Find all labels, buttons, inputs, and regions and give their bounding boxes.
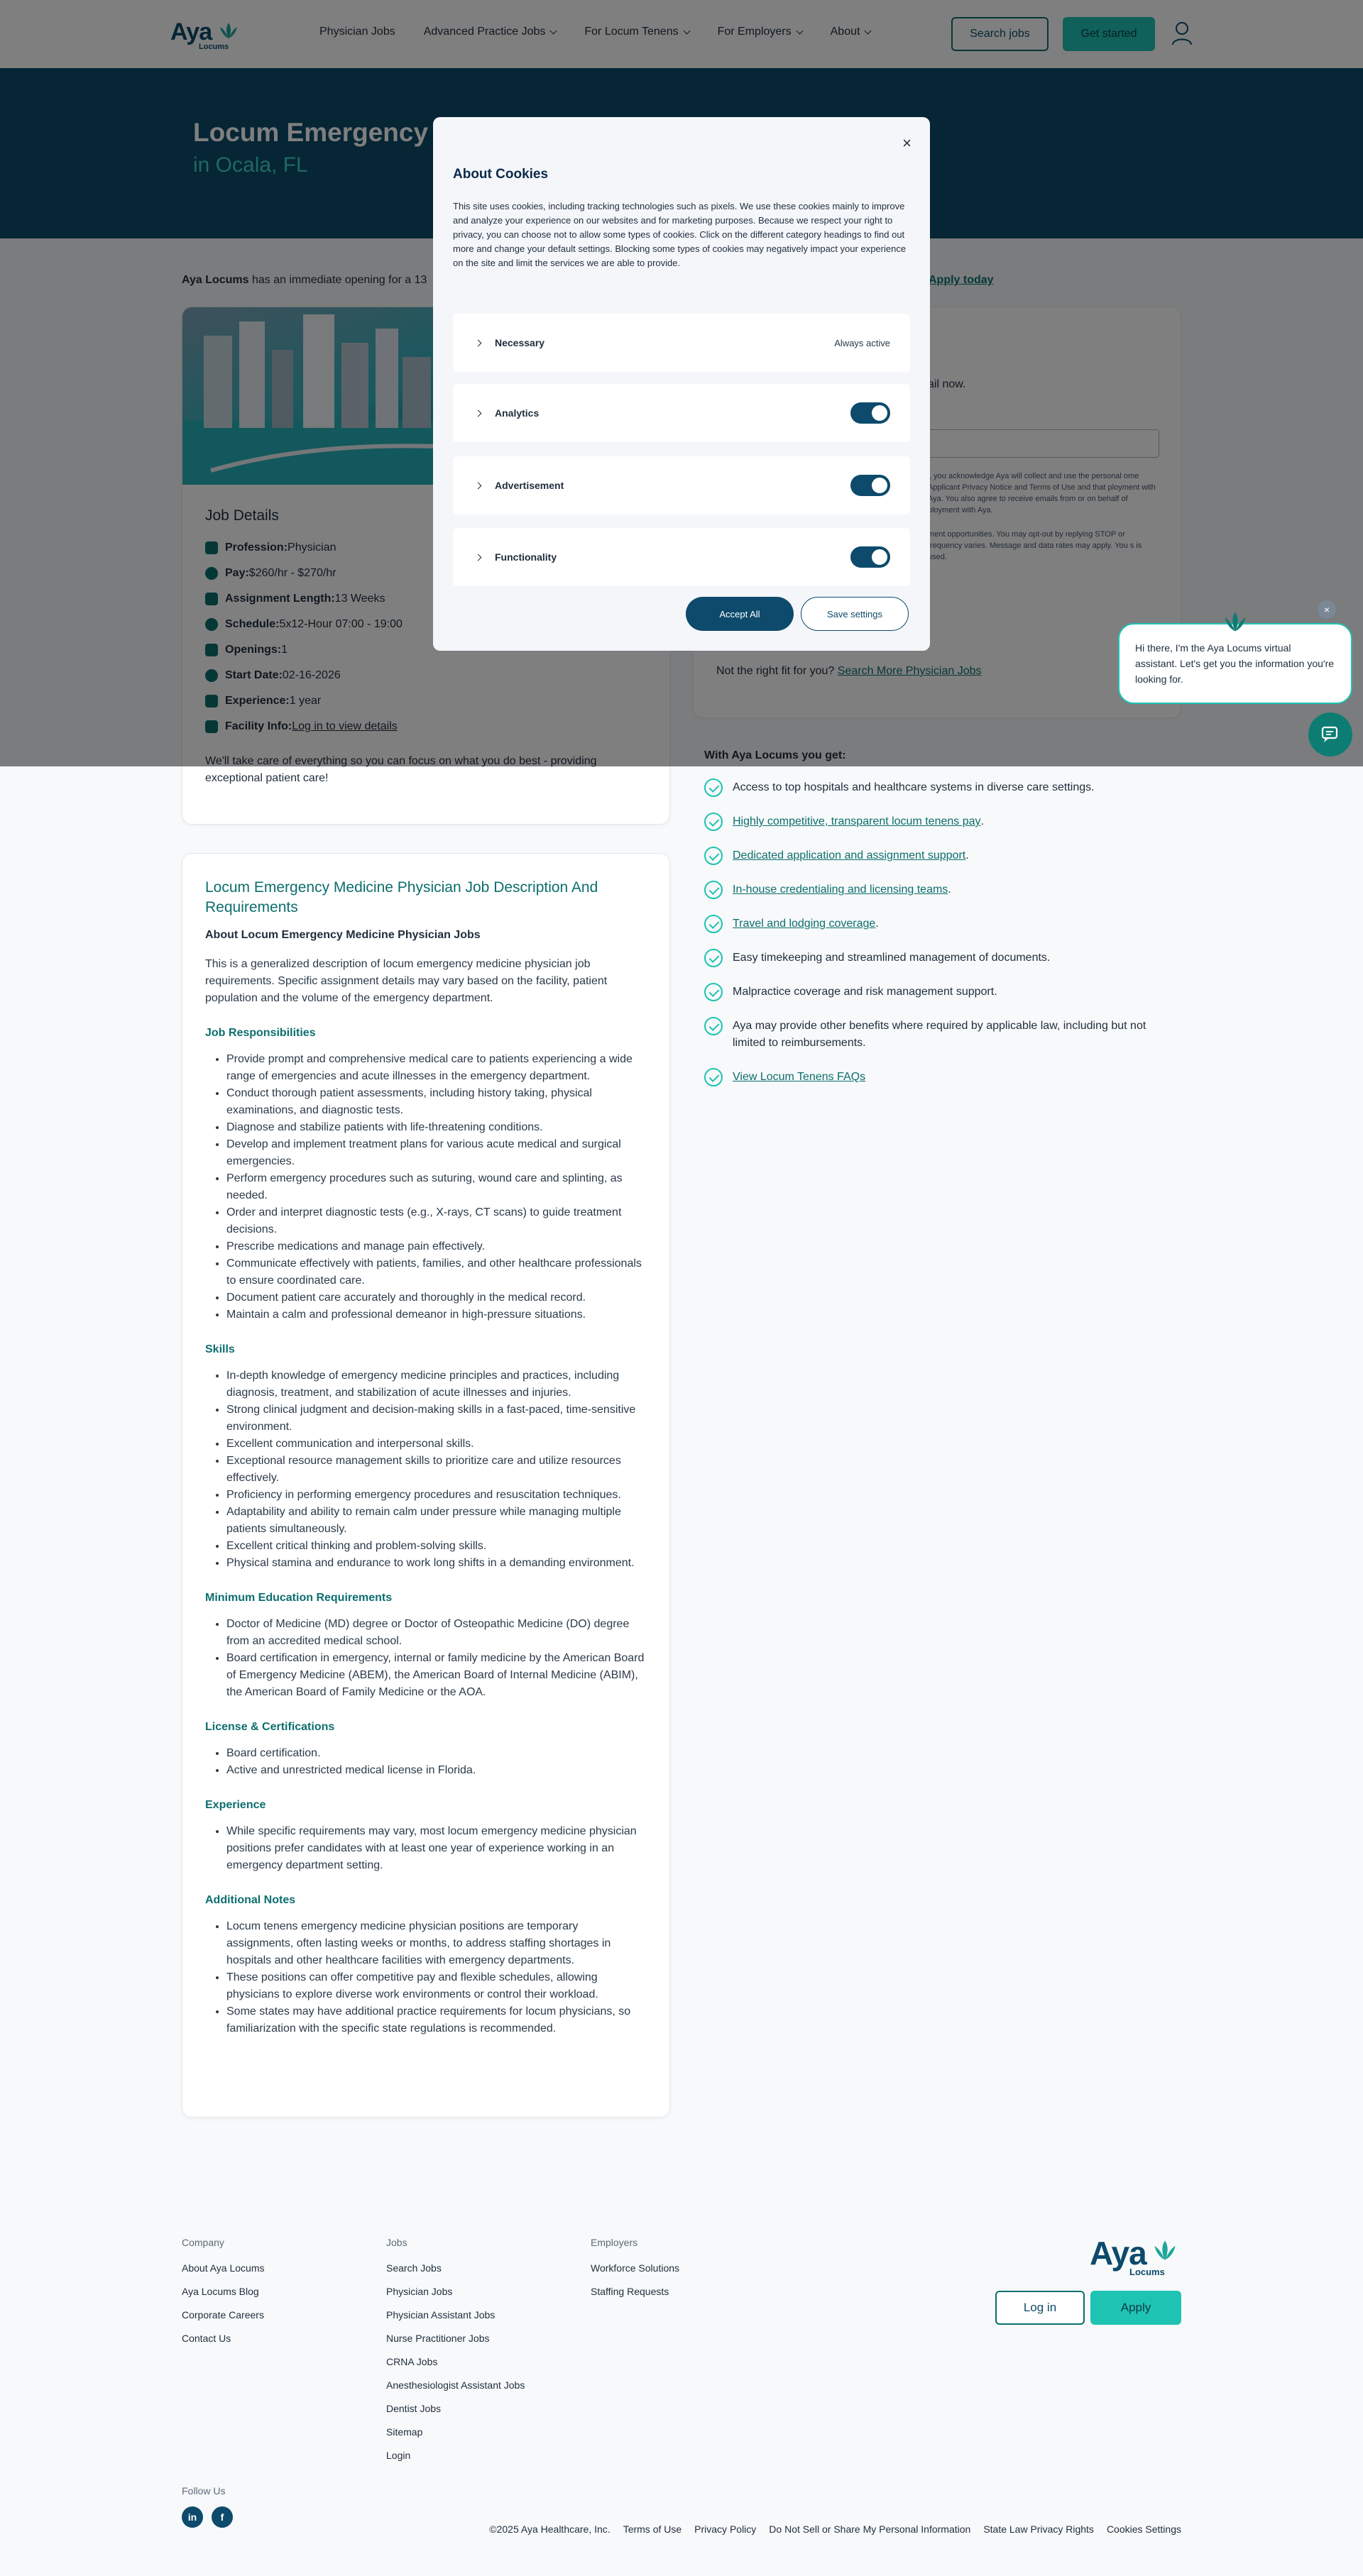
section-list [205, 1745, 648, 1779]
footer-column-heading: Employers [591, 2237, 638, 2248]
footer-jobs-column [386, 2237, 525, 2473]
list-item: • Order and interpret diagnostic tests (e.g., X-rays, CT scans) to guide treatment decisions. [226, 1204, 648, 1238]
footer-login-button[interactable]: Log in [995, 2291, 1085, 2325]
chevron-right-icon [475, 554, 482, 561]
check-circle-icon [704, 778, 723, 797]
list-item: • Perform emergency procedures such as suturing, wound care and splinting, as needed. [226, 1170, 648, 1204]
chat-icon [1320, 724, 1341, 745]
save-settings-button[interactable]: Save settings [801, 597, 909, 631]
legal-link[interactable]: Cookies Settings [1106, 2523, 1181, 2535]
list-item: • Board certification. [226, 1745, 648, 1762]
list-item: • Prescribe medications and manage pain effectively. [226, 1238, 648, 1255]
benefit-link[interactable]: In-house credentialing and licensing teams [733, 884, 948, 896]
list-item: • Strong clinical judgment and decision-making skills in a fast-paced, time-sensitive environment. [226, 1402, 648, 1436]
list-item: • These positions can offer competitive pay and flexible schedules, allowing physicians to explore diverse work environments or control their workload. [226, 1969, 648, 2003]
benefit-item [704, 813, 1173, 831]
chevron-right-icon [475, 482, 482, 489]
section-list [205, 1051, 648, 1323]
footer-legal-links [489, 2523, 1181, 2535]
section-heading: Job Responsibilities [205, 1027, 316, 1039]
chat-launcher-button[interactable] [1308, 712, 1352, 756]
cookie-modal-body: This site uses cookies, including tracking technologies such as pixels. We use these cookies mainly to improve and analyze your experience on our websites and for marketing purposes. Because we respect your right to privacy, you can choose not to allow some types of cookies. Click on the different category headings to find out more and change your default settings. Blocking some types of cookies may negatively impact your experience on the site and limit the services we are able to provide. [453, 201, 907, 268]
list-item: • Doctor of Medicine (MD) degree or Doctor of Osteopathic Medicine (DO) degree from an accredited medical school. [226, 1616, 648, 1650]
copyright-text: ©2025 Aya Healthcare, Inc. [489, 2523, 611, 2535]
footer-column-heading: Company [182, 2237, 224, 2248]
benefit-item [704, 1018, 1173, 1052]
benefit-text: Access to top hospitals and healthcare systems in diverse care settings. [733, 781, 1095, 793]
footer-link[interactable]: Sitemap [386, 2426, 423, 2438]
lotus-avatar-icon [1220, 607, 1251, 636]
cookie-toggle-switch[interactable] [850, 475, 890, 496]
benefit-item [704, 950, 1173, 967]
list-item: • Communicate effectively with patients, families, and other healthcare professionals to ensure coordinated care. [226, 1255, 648, 1289]
list-item: • Proficiency in performing emergency procedures and resuscitation techniques. [226, 1487, 648, 1504]
section-heading: Skills [205, 1343, 235, 1355]
legal-link[interactable]: State Law Privacy Rights [983, 2523, 1094, 2535]
cookie-category-necessary[interactable] [453, 314, 910, 372]
follow-us-label: Follow Us [182, 2485, 226, 2497]
check-circle-icon [704, 1017, 723, 1035]
section-list [205, 1918, 648, 2037]
benefit-link[interactable]: Highly competitive, transparent locum tenens pay [733, 815, 981, 827]
cookie-category-label: Analytics [495, 407, 540, 419]
footer-link[interactable]: Nurse Practitioner Jobs [386, 2333, 490, 2344]
benefit-period: . [980, 815, 984, 827]
section-heading: Additional Notes [205, 1894, 296, 1906]
cookie-toggle-switch[interactable] [850, 402, 890, 424]
list-item: • Locum tenens emergency medicine physician positions are temporary assignments, often lasting weeks or months, to address staffing shortages in hospitals and other healthcare facilities with emergency departments. [226, 1918, 648, 1969]
chat-close-icon[interactable]: × [1318, 600, 1336, 619]
job-blurb: exceptional patient care! [205, 772, 329, 784]
footer-aya-logo[interactable]: Aya Locums [1090, 2234, 1182, 2277]
list-item: • Excellent communication and interpersonal skills. [226, 1436, 648, 1453]
description-title: Locum Emergency Medicine Physician Job Description And Requirements [205, 879, 598, 915]
benefit-item [704, 915, 1173, 933]
list-item: • In-depth knowledge of emergency medicine principles and practices, including diagnosis, treatment, and stabilization of acute illnesses and injuries. [226, 1367, 648, 1402]
footer-apply-button[interactable]: Apply [1090, 2291, 1181, 2325]
list-item: • Board certification in emergency, internal or family medicine by the American Board of Emergency Medicine (ABEM), the American Board of Internal Medicine (ABIM), the American Board of Family Medicine or the AOA. [226, 1650, 648, 1701]
lotus-logo-icon [1149, 2237, 1181, 2264]
list-item: • Active and unrestricted medical license in Florida. [226, 1762, 648, 1779]
list-item: • Diagnose and stabilize patients with life-threatening conditions. [226, 1119, 648, 1136]
benefit-item [704, 984, 1173, 1001]
footer-link[interactable]: Physician Jobs [386, 2286, 453, 2297]
close-icon[interactable]: × [902, 134, 912, 152]
chevron-right-icon [475, 409, 482, 417]
benefit-item [704, 847, 1173, 865]
footer-link[interactable]: Workforce Solutions [591, 2262, 680, 2274]
benefit-item [704, 881, 1173, 899]
benefit-period: . [965, 849, 969, 862]
cookie-category-functionality[interactable] [453, 528, 910, 586]
check-circle-icon [704, 813, 723, 831]
list-item: • Document patient care accurately and thoroughly in the medical record. [226, 1289, 648, 1306]
list-item: • Physical stamina and endurance to work long shifts in a demanding environment. [226, 1555, 648, 1572]
footer-link[interactable]: Search Jobs [386, 2262, 442, 2274]
check-circle-icon [704, 847, 723, 865]
footer-column-heading: Jobs [386, 2237, 407, 2248]
legal-link[interactable]: Terms of Use [623, 2523, 682, 2535]
job-description-card [182, 853, 670, 2118]
footer-link[interactable]: Dentist Jobs [386, 2403, 442, 2414]
list-item: • Conduct thorough patient assessments, including history taking, physical examinations, and diagnostic tests. [226, 1085, 648, 1119]
footer-link[interactable]: Anesthesiologist Assistant Jobs [386, 2379, 525, 2391]
facebook-icon[interactable]: f [212, 2506, 233, 2528]
cookie-category-advertisement[interactable] [453, 456, 910, 514]
accept-all-button[interactable]: Accept All [686, 597, 794, 631]
cookie-modal-title: About Cookies [453, 167, 549, 182]
list-item: • While specific requirements may vary, most locum emergency medicine physician positions prefer candidates with at least one year of experience working in an emergency department setting. [226, 1823, 648, 1874]
check-circle-icon [704, 1068, 723, 1086]
chat-greeting-bubble[interactable]: Hi there, I'm the Aya Locums virtual assistant. Let's get you the information you're looking for. [1118, 623, 1352, 704]
cookie-category-analytics[interactable] [453, 384, 910, 442]
benefit-item [704, 779, 1173, 797]
benefit-item [704, 1069, 1173, 1086]
list-item: • Adaptability and ability to remain calm under pressure while managing multiple patients simultaneously. [226, 1504, 648, 1538]
check-circle-icon [704, 983, 723, 1001]
list-item: • Some states may have additional practice requirements for locum physicians, so familiarization with the specific state regulations is recommended. [226, 2003, 648, 2037]
footer-company-column [182, 2237, 264, 2356]
legal-link[interactable]: Do Not Sell or Share My Personal Information [769, 2523, 971, 2535]
check-circle-icon [704, 881, 723, 899]
list-item: • Provide prompt and comprehensive medical care to patients experiencing a wide range of emergencies and acute illnesses in the emergency department. [226, 1051, 648, 1085]
benefit-period: . [875, 918, 879, 930]
section-list [205, 1367, 648, 1572]
footer-link[interactable]: Contact Us [182, 2333, 231, 2344]
section-heading: Experience [205, 1799, 266, 1811]
footer-employers-column [591, 2237, 679, 2309]
benefit-text: Aya may provide other benefits where required by applicable law, including but not limited to reimbursements. [733, 1020, 1146, 1049]
cookie-toggle-switch[interactable] [850, 546, 890, 568]
cookie-category-label: Necessary [495, 337, 545, 348]
description-intro: This is a generalized description of locum emergency medicine physician job requirements. Specific assignment details may vary based on the facility, patient population and the volume of the emergency department. [205, 958, 608, 1004]
section-heading: Minimum Education Requirements [205, 1592, 393, 1604]
check-circle-icon [704, 949, 723, 967]
cookie-consent-modal [433, 117, 930, 651]
list-item: • Excellent critical thinking and problem-solving skills. [226, 1538, 648, 1555]
footer-link[interactable]: Aya Locums Blog [182, 2286, 259, 2297]
section-list [205, 1616, 648, 1701]
section-heading: License & Certifications [205, 1721, 335, 1733]
legal-link[interactable]: Privacy Policy [694, 2523, 757, 2535]
cookie-category-label: Advertisement [495, 480, 564, 491]
section-list [205, 1823, 648, 1874]
benefit-link[interactable]: Dedicated application and assignment support [733, 849, 966, 862]
list-item: • Exceptional resource management skills to prioritize care and utilize resources effectively. [226, 1453, 648, 1487]
linkedin-icon[interactable]: in [182, 2506, 203, 2528]
benefit-period: . [948, 884, 951, 896]
footer-link[interactable]: About Aya Locums [182, 2262, 265, 2274]
footer-link[interactable]: CRNA Jobs [386, 2356, 438, 2367]
always-active-label: Always active [834, 337, 890, 348]
benefit-text: Easy timekeeping and streamlined management of documents. [733, 952, 1051, 964]
footer-link[interactable]: Corporate Careers [182, 2309, 264, 2321]
description-subtitle: About Locum Emergency Medicine Physician Jobs [205, 929, 481, 941]
cookie-category-label: Functionality [495, 551, 557, 563]
benefit-text: Malpractice coverage and risk management support. [733, 986, 997, 998]
footer-link[interactable]: Staffing Requests [591, 2286, 669, 2297]
chevron-right-icon [475, 339, 482, 346]
list-item: • Develop and implement treatment plans for various acute medical and surgical emergencies. [226, 1136, 648, 1170]
benefit-link[interactable]: View Locum Tenens FAQs [733, 1071, 866, 1083]
list-item: • Maintain a calm and professional demeanor in high-pressure situations. [226, 1306, 648, 1323]
footer-link[interactable]: Login [386, 2450, 411, 2461]
benefit-link[interactable]: Travel and lodging coverage [733, 918, 876, 930]
footer-link[interactable]: Physician Assistant Jobs [386, 2309, 496, 2321]
check-circle-icon [704, 915, 723, 933]
